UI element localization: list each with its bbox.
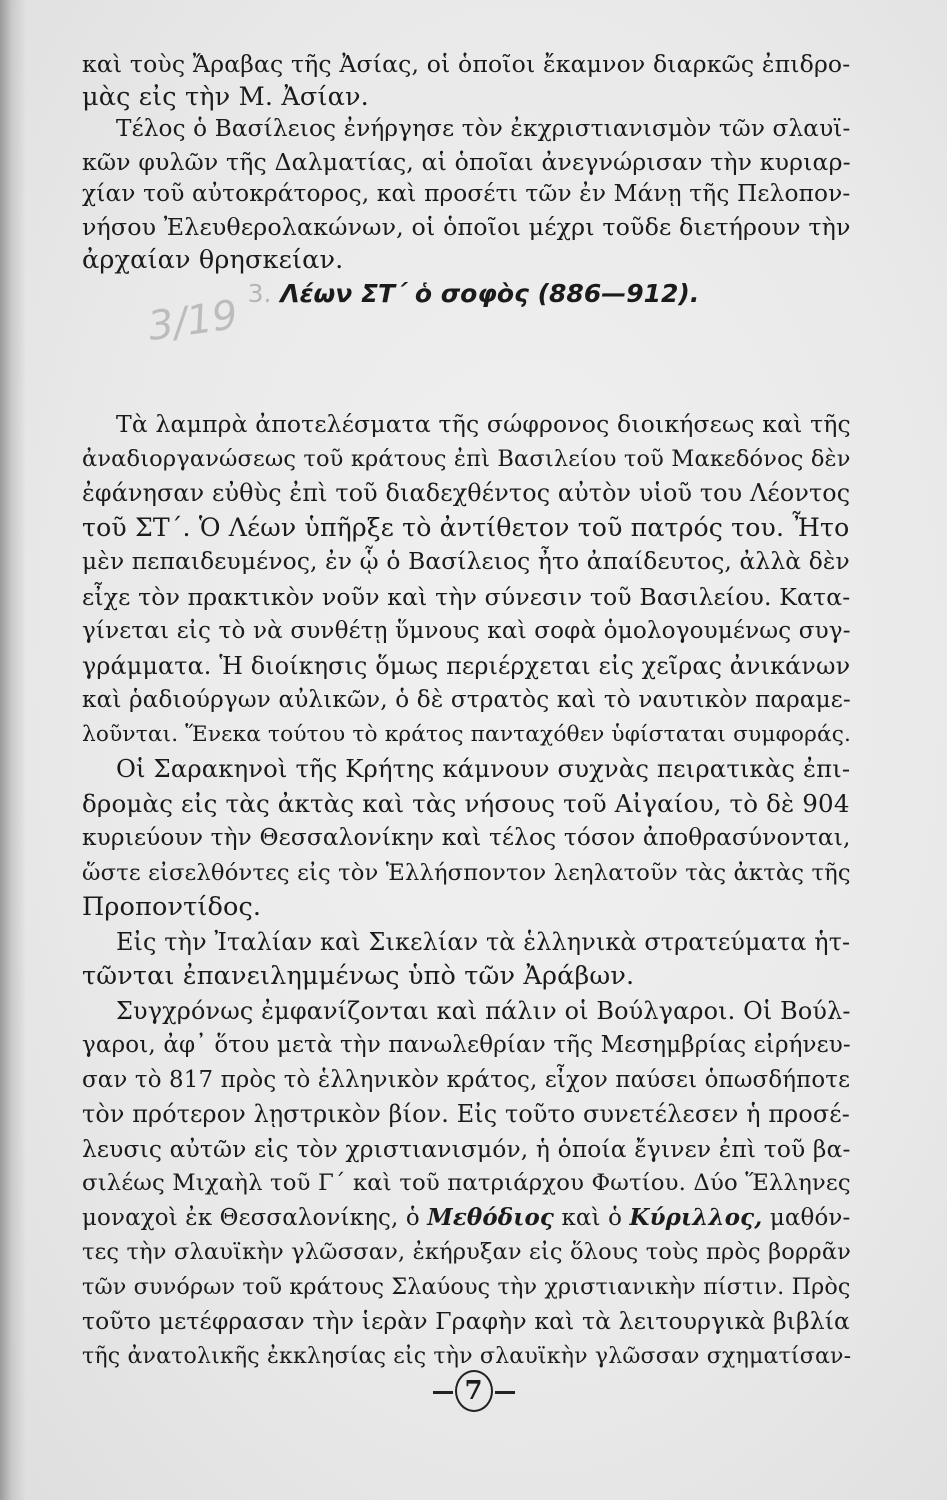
text-line: γίνεται εἰς τὸ νὰ συνθέτῃ ὕμνους καὶ σοφὰ ὁμολογουμένως συγ- (82, 618, 851, 644)
section-number: 3. (247, 279, 272, 308)
text-line: καὶ ῥαδιούργων αὐλικῶν, ὁ δὲ στρατὸς καὶ τὸ ναυτικὸν παραμε- (82, 687, 851, 713)
text-line: κῶν φυλῶν τῆς Δαλματίας, αἱ ὁποῖαι ἀνεγνώρισαν τὴν κυριαρ- (82, 147, 851, 176)
text-line: μὲν πεπαιδευμένος, ἐν ᾧ ὁ Βασίλειος ἦτο ἀπαίδευτος, ἀλλὰ δὲν (82, 548, 850, 575)
text-fragment: μαθόν- (762, 1204, 851, 1231)
text-line: λοῦνται. Ἕνεκα τούτου τὸ κράτος πανταχόθεν ὑφίσταται συμφοράς. (82, 721, 852, 747)
text-line: τες τὴν σλαυϊκὴν γλῶσσαν, ἐκήρυξαν εἰς ὅλους τοὺς πρὸς βορρᾶν (82, 1239, 852, 1265)
text-line: σιλέως Μιχαὴλ τοῦ Γ΄ καὶ τοῦ πατριάρχου Φωτίου. Δύο Ἕλληνες (82, 1170, 851, 1196)
page-number-circle: 7 (455, 1370, 493, 1412)
pencil-annotation: 3/19 (145, 291, 241, 351)
text-fragment: καὶ ὁ (554, 1204, 630, 1231)
text-line: τοῦτο μετέφρασαν τὴν ἱερὰν Γραφὴν καὶ τὰ λειτουργικὰ βιβλία (82, 1307, 851, 1335)
text-line: τῶν συνόρων τοῦ κράτους Σλαύους τὴν χριστιανικὴν πίστιν. Πρὸς (82, 1273, 851, 1300)
text-line: Συγχρόνως ἐμφανίζονται καὶ πάλιν οἱ Βούλγαροι. Οἱ Βούλ- (116, 996, 851, 1025)
text-line: τῆς ἀνατολικῆς ἐκκλησίας εἰς τὴν σλαυϊκὴν γλῶσσαν σχηματίσαν- (82, 1342, 852, 1369)
page-number-dash-right (495, 1391, 515, 1394)
text-line: ἐφάνησαν εὐθὺς ἐπὶ τοῦ διαδεχθέντος αὐτὸν υἱοῦ του Λέοντος (82, 479, 851, 507)
text-line: τοῦ ΣΤ΄. Ὁ Λέων ὑπῆρξε τὸ ἀντίθετον τοῦ πατρός του. Ἦτο (82, 512, 850, 542)
text-line: Εἰς τὴν Ἰταλίαν καὶ Σικελίαν τὰ ἑλληνικὰ στρατεύματα ἡτ- (116, 927, 851, 956)
text-line: μὰς εἰς τὴν Μ. Ἀσίαν. (82, 81, 369, 112)
text-line: Τέλος ὁ Βασίλειος ἐνήργησε τὸν ἐκχριστιανισμὸν τῶν σλαυϊ- (116, 116, 851, 143)
text-line: καὶ τοὺς Ἄραβας τῆς Ἀσίας, οἱ ὁποῖοι ἔκαμνον διαρκῶς ἐπιδρο- (82, 50, 851, 78)
text-line: λευσις αὐτῶν εἰς τὸν χριστιανισμόν, ἡ ὁποία ἔγινεν ἐπὶ τοῦ βα- (82, 1134, 851, 1163)
section-body (82, 407, 854, 1373)
text-line: δρομὰς εἰς τὰς ἀκτὰς καὶ τὰς νήσους τοῦ Αἰγαίου, τὸ δὲ 904 (82, 788, 850, 818)
emphasized-name: Μεθόδιος (427, 1203, 555, 1231)
text-line: Τὰ λαμπρὰ ἀποτελέσματα τῆς σώφρονος διοικήσεως καὶ τῆς (116, 410, 851, 438)
text-line: ἀρχαίαν θρησκείαν. (82, 244, 344, 275)
section-title: Λέων ΣΤ΄ ὁ σοφὸς (886—912). (280, 279, 700, 308)
text-line: νήσου Ἐλευθερολακώνων, οἱ ὁποῖοι μέχρι τοῦδε διετήρουν τὴν (82, 212, 851, 241)
text-fragment: μοναχοὶ ἐκ Θεσσαλονίκης, ὁ (82, 1204, 428, 1231)
text-line: τῶνται ἐπανειλημμένως ὑπὸ τῶν Ἀράβων. (82, 961, 635, 991)
page-number (0, 1370, 947, 1412)
text-line: γράμματα. Ἡ διοίκησις ὅμως περιέρχεται εἰς χεῖρας ἀνικάνων (82, 651, 851, 680)
text-line: σαν τὸ 817 πρὸς τὸ ἑλληνικὸν κράτος, εἶχον παύσει ὁπωσδήποτε (82, 1066, 851, 1093)
text-line: Οἱ Σαρακηνοὶ τῆς Κρήτης κάμνουν συχνὰς πειρατικὰς ἐπι- (116, 754, 851, 783)
text-line: ἀναδιοργανώσεως τοῦ κράτους ἐπὶ Βασιλείου τοῦ Μακεδόνος δὲν (82, 445, 851, 472)
text-line: τὸν πρότερον λῃστρικὸν βίον. Εἰς τοῦτο συνετέλεσεν ἡ προσέ- (82, 1100, 850, 1128)
text-line: εἶχε τὸν πρακτικὸν νοῦν καὶ τὴν σύνεσιν τοῦ Βασιλείου. Κατα- (82, 582, 851, 611)
text-line: ὥστε εἰσελθόντες εἰς τὸν Ἑλλήσποντον λεηλατοῦν τὰς ἀκτὰς τῆς (82, 859, 851, 886)
text-line (82, 1201, 854, 1236)
section-heading (0, 278, 947, 310)
intro-paragraphs (82, 48, 854, 276)
emphasized-name: Κύριλλος, (629, 1203, 763, 1231)
text-line: κυριεύουν τὴν Θεσσαλονίκην καὶ τέλος τόσον ἀποθρασύνονται, (82, 824, 851, 851)
text-line: γαροι, ἀφ᾿ ὅτου μετὰ τὴν πανωλεθρίαν τῆς Μεσημβρίας εἰρήνευ- (82, 1032, 851, 1058)
binding-shadow (0, 0, 26, 1500)
text-line: Προποντίδος. (82, 892, 262, 922)
page-number-dash-left (433, 1391, 453, 1394)
text-line: χίαν τοῦ αὐτοκράτορος, καὶ προσέτι τῶν ἐν Μάνῃ τῆς Πελοπον- (82, 180, 851, 208)
